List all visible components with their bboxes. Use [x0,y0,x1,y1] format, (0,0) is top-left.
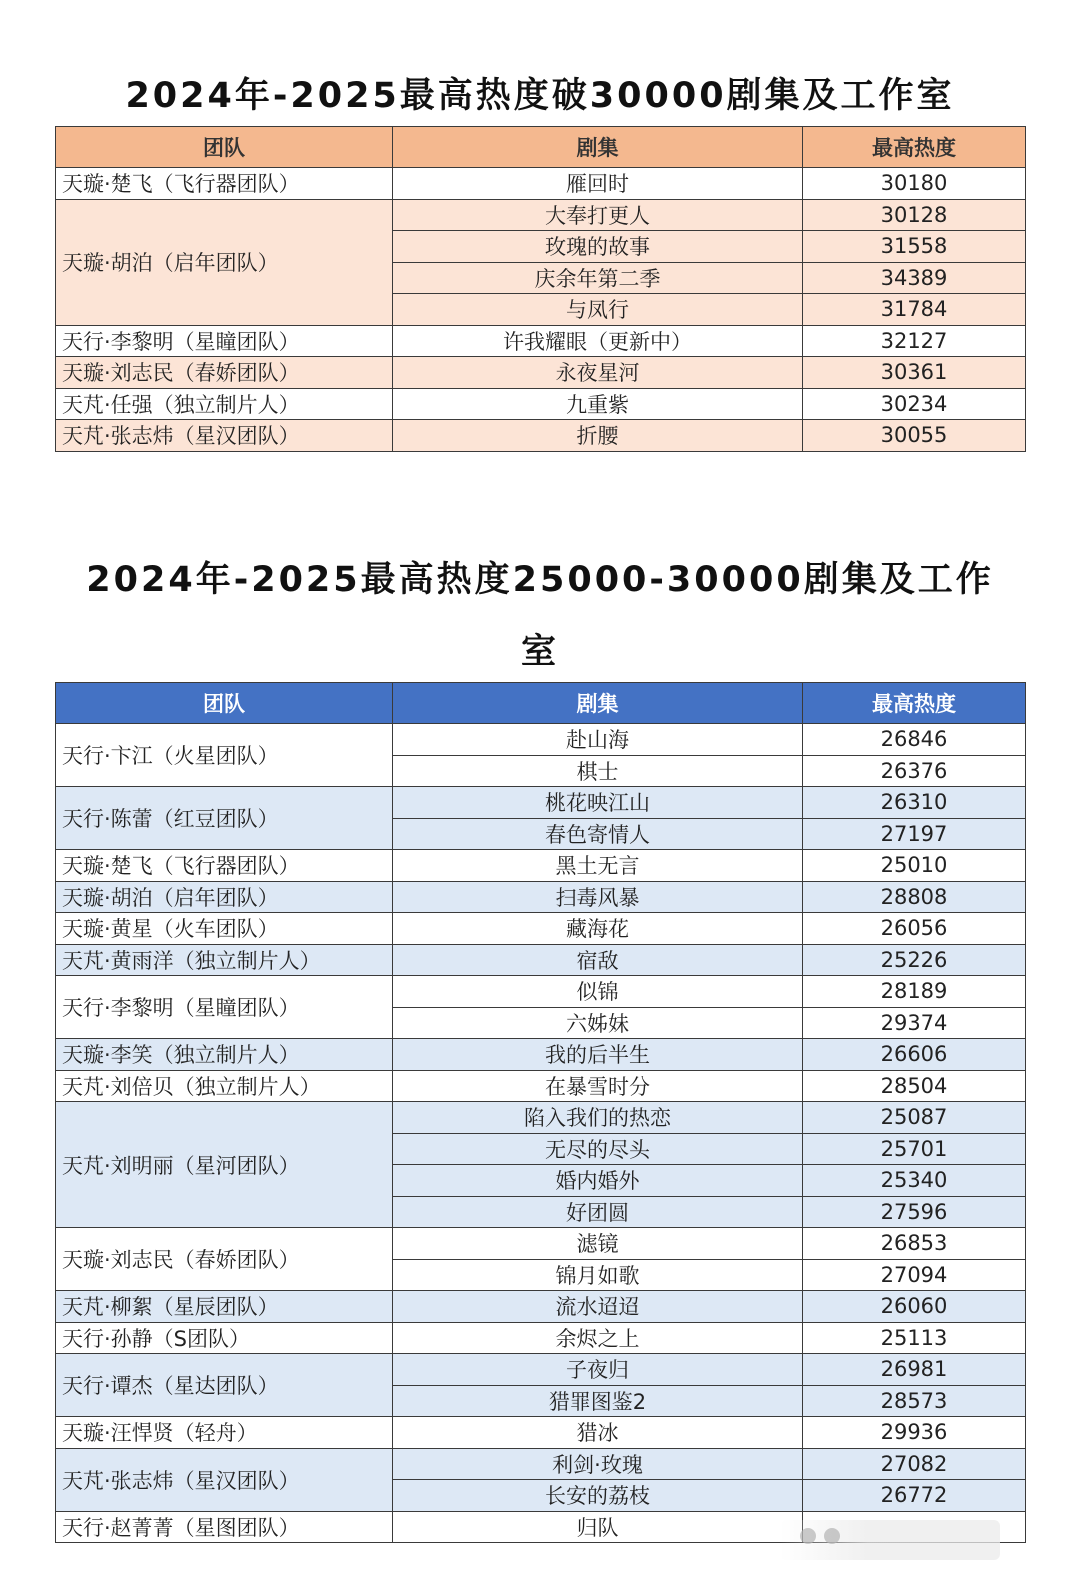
table-row [56,850,1026,882]
table-row [56,420,1026,452]
heat-cell: 30055 [803,420,1026,452]
heat-cell: 30361 [803,357,1026,389]
drama-cell: 锦月如歌 [393,1259,803,1291]
heat-cell: 27082 [803,1448,1026,1480]
heat-cell: 34389 [803,262,1026,294]
team-cell: 天芃·刘倍贝（独立制片人） [56,1070,393,1102]
heat-cell: 28573 [803,1385,1026,1417]
drama-cell: 宿敌 [393,944,803,976]
column-header-drama: 剧集 [393,683,803,724]
drama-cell: 猎罪图鉴2 [393,1385,803,1417]
table-row [56,1417,1026,1449]
drama-cell: 春色寄情人 [393,818,803,850]
heat-cell: 27094 [803,1259,1026,1291]
table-row [56,881,1026,913]
team-cell: 天芃·黄雨洋（独立制片人） [56,944,393,976]
table-row [56,168,1026,200]
table-heat-over-30000 [55,126,1026,452]
column-header-drama: 剧集 [393,127,803,168]
team-cell: 天芃·任强（独立制片人） [56,388,393,420]
table-row [56,325,1026,357]
column-header-heat: 最高热度 [803,683,1026,724]
drama-cell: 我的后半生 [393,1039,803,1071]
team-cell: 天行·孙静（S团队） [56,1322,393,1354]
team-cell: 天行·李黎明（星瞳团队） [56,976,393,1039]
heat-cell: 29936 [803,1417,1026,1449]
heat-cell: 26606 [803,1039,1026,1071]
table-row [56,1070,1026,1102]
heat-cell: 26853 [803,1228,1026,1260]
drama-cell: 流水迢迢 [393,1291,803,1323]
heat-cell: 27596 [803,1196,1026,1228]
drama-cell: 桃花映江山 [393,787,803,819]
table-row [56,1322,1026,1354]
team-cell: 天行·卞江（火星团队） [56,724,393,787]
drama-cell: 六姊妹 [393,1007,803,1039]
team-cell: 天璇·汪悍贤（轻舟） [56,1417,393,1449]
team-cell: 天芃·张志炜（星汉团队） [56,420,393,452]
drama-cell: 雁回时 [393,168,803,200]
table-row [56,388,1026,420]
drama-cell: 许我耀眼（更新中） [393,325,803,357]
drama-cell: 庆余年第二季 [393,262,803,294]
heat-cell: 28808 [803,881,1026,913]
heat-cell: 25010 [803,850,1026,882]
team-cell: 天芃·张志炜（星汉团队） [56,1448,393,1511]
drama-cell: 与凤行 [393,294,803,326]
drama-cell: 永夜星河 [393,357,803,389]
heat-cell: 25226 [803,944,1026,976]
team-cell: 天璇·刘志民（春娇团队） [56,1228,393,1291]
team-cell: 天行·赵菁菁（星图团队） [56,1511,393,1543]
drama-cell: 大奉打更人 [393,199,803,231]
table-row [56,1448,1026,1480]
drama-cell: 好团圆 [393,1196,803,1228]
heat-cell: 27197 [803,818,1026,850]
drama-cell: 玫瑰的故事 [393,231,803,263]
team-cell: 天芃·刘明丽（星河团队） [56,1102,393,1228]
page-title-2-continued: 室 [520,632,559,672]
drama-cell: 棋士 [393,755,803,787]
table-row [56,976,1026,1008]
heat-cell: 25087 [803,1102,1026,1134]
table-row [56,1102,1026,1134]
drama-cell: 赴山海 [393,724,803,756]
column-header-team: 团队 [56,683,393,724]
drama-cell: 长安的荔枝 [393,1480,803,1512]
heat-cell: 32127 [803,325,1026,357]
team-cell: 天璇·胡泊（启年团队） [56,881,393,913]
table-row [56,724,1026,756]
heat-cell: 26376 [803,755,1026,787]
drama-cell: 婚内婚外 [393,1165,803,1197]
drama-cell: 利剑·玫瑰 [393,1448,803,1480]
heat-cell: 30234 [803,388,1026,420]
team-cell: 天行·陈蕾（红豆团队） [56,787,393,850]
heat-cell: 26981 [803,1354,1026,1386]
drama-cell: 黑土无言 [393,850,803,882]
column-header-heat: 最高热度 [803,127,1026,168]
heat-cell: 31784 [803,294,1026,326]
team-cell: 天璇·黄星（火车团队） [56,913,393,945]
table-heat-25000-30000 [55,682,1026,1543]
table-header-row [56,683,1026,724]
drama-cell: 归队 [393,1511,803,1543]
heat-cell: 26060 [803,1291,1026,1323]
heat-cell: 25340 [803,1165,1026,1197]
table-row [56,944,1026,976]
team-cell: 天璇·刘志民（春娇团队） [56,357,393,389]
heat-cell: 26310 [803,787,1026,819]
drama-cell: 似锦 [393,976,803,1008]
drama-cell: 猎冰 [393,1417,803,1449]
team-cell: 天芃·柳絮（星辰团队） [56,1291,393,1323]
heat-cell: 26846 [803,724,1026,756]
column-header-team: 团队 [56,127,393,168]
drama-cell: 扫毒风暴 [393,881,803,913]
heat-cell: 26772 [803,1480,1026,1512]
heat-cell: 28189 [803,976,1026,1008]
heat-cell: 30180 [803,168,1026,200]
team-cell: 天行·谭杰（星达团队） [56,1354,393,1417]
drama-cell: 无尽的尽头 [393,1133,803,1165]
heat-cell: 30128 [803,199,1026,231]
heat-cell: 31558 [803,231,1026,263]
drama-cell: 陷入我们的热恋 [393,1102,803,1134]
heat-cell: 28504 [803,1070,1026,1102]
table-header-row [56,127,1026,168]
heat-cell: 25701 [803,1133,1026,1165]
table-row [56,1039,1026,1071]
drama-cell: 折腰 [393,420,803,452]
watermark-dot [824,1528,840,1544]
table-row [56,1228,1026,1260]
table-row [56,1291,1026,1323]
drama-cell: 藏海花 [393,913,803,945]
table-row [56,357,1026,389]
drama-cell: 子夜归 [393,1354,803,1386]
table-row [56,1354,1026,1386]
team-cell: 天璇·胡泊（启年团队） [56,199,393,325]
table-row [56,913,1026,945]
drama-cell: 在暴雪时分 [393,1070,803,1102]
drama-cell: 滤镜 [393,1228,803,1260]
team-cell: 天璇·楚飞（飞行器团队） [56,168,393,200]
drama-cell: 九重紫 [393,388,803,420]
table-row [56,787,1026,819]
team-cell: 天璇·李笑（独立制片人） [56,1039,393,1071]
drama-cell: 余烬之上 [393,1322,803,1354]
table-row [56,199,1026,231]
heat-cell: 29374 [803,1007,1026,1039]
page-title-1: 2024年-2025最高热度破30000剧集及工作室 [125,76,955,116]
heat-cell: 25113 [803,1322,1026,1354]
heat-cell: 26056 [803,913,1026,945]
page-title-2: 2024年-2025最高热度25000-30000剧集及工作 [86,560,994,600]
watermark-dot [800,1528,816,1544]
team-cell: 天行·李黎明（星瞳团队） [56,325,393,357]
team-cell: 天璇·楚飞（飞行器团队） [56,850,393,882]
